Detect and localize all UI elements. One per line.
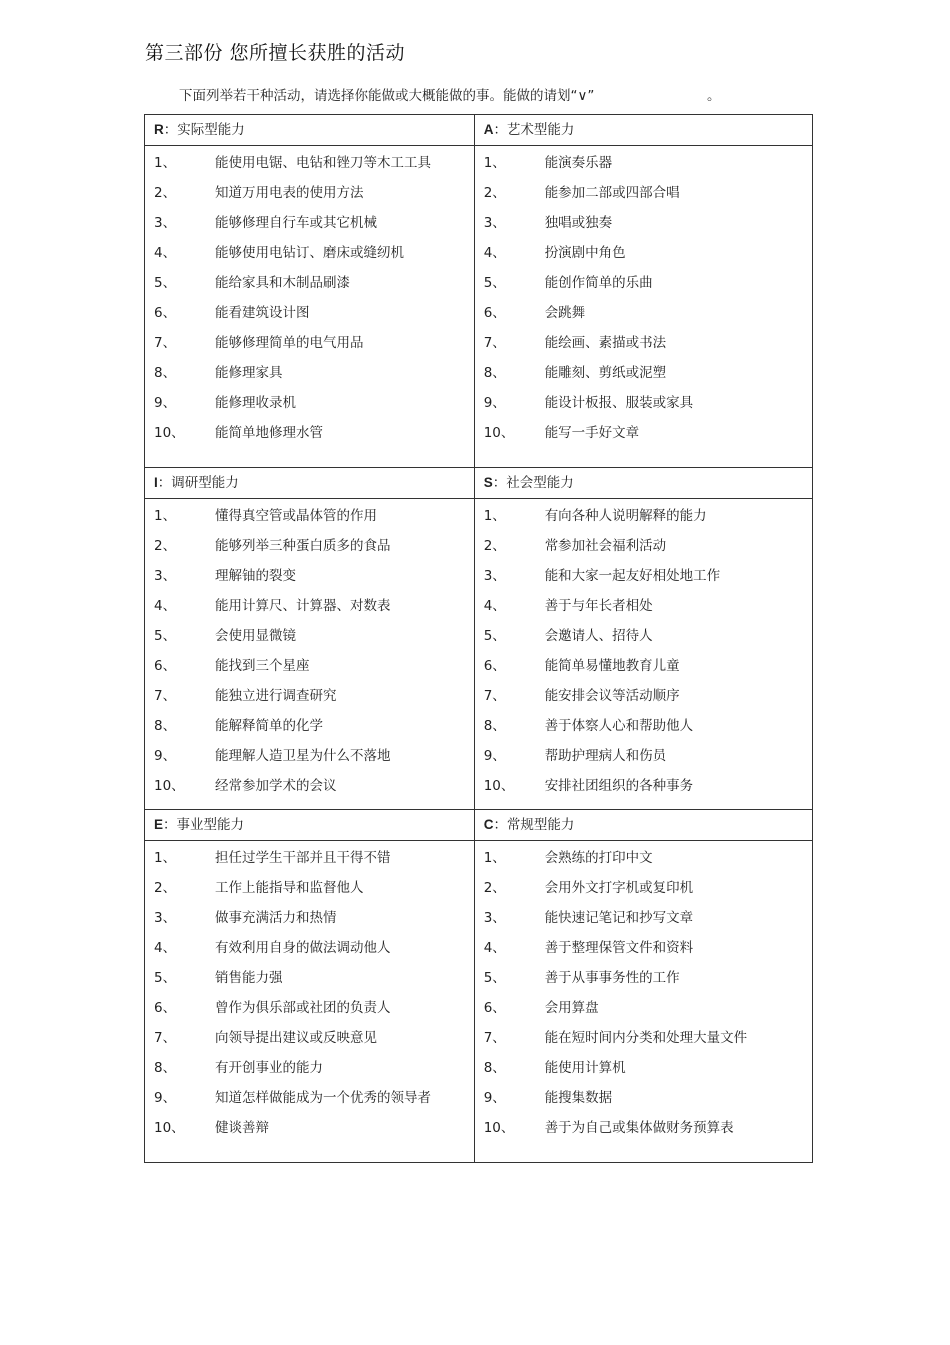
item-number: 5、 xyxy=(483,275,506,291)
section-list-r xyxy=(145,146,475,468)
item-text: 能修理收录机 xyxy=(215,395,296,411)
item-number: 1、 xyxy=(483,508,506,524)
list-item xyxy=(145,182,474,212)
item-number: 3、 xyxy=(154,910,177,926)
list-item xyxy=(475,775,812,805)
item-number: 8、 xyxy=(154,1060,177,1076)
item-text: 安排社团组织的各种事务 xyxy=(544,778,694,794)
list-item xyxy=(145,997,474,1027)
item-text: 有效利用自身的做法调动他人 xyxy=(215,940,391,956)
list-item xyxy=(475,877,812,907)
section-header-e: E：事业型能力 xyxy=(145,810,475,841)
item-number: 9、 xyxy=(154,395,177,411)
list-item xyxy=(475,152,812,182)
list-item xyxy=(475,1057,812,1087)
list-item xyxy=(475,422,812,452)
list-item xyxy=(475,362,812,392)
item-number: 3、 xyxy=(483,215,506,231)
item-text: 善于整理保管文件和资料 xyxy=(544,940,694,956)
list-item xyxy=(145,1087,474,1117)
item-text: 能独立进行调查研究 xyxy=(215,688,337,704)
item-text: 知道万用电表的使用方法 xyxy=(215,185,364,201)
list-item xyxy=(475,967,812,997)
item-text: 能够列举三种蛋白质多的食品 xyxy=(215,538,391,554)
section-list-a xyxy=(474,146,812,468)
list-item xyxy=(145,1117,474,1147)
item-number: 3、 xyxy=(483,910,506,926)
list-item xyxy=(475,272,812,302)
list-item xyxy=(145,847,474,877)
list-item xyxy=(475,565,812,595)
list-item xyxy=(475,907,812,937)
item-text: 能简单易懂地教育儿童 xyxy=(544,658,680,674)
item-text: 能设计板报、服装或家具 xyxy=(544,395,694,411)
item-number: 6、 xyxy=(154,1000,177,1016)
item-number: 7、 xyxy=(154,1030,177,1046)
item-text: 能看建筑设计图 xyxy=(215,305,310,321)
item-text: 能写一手好文章 xyxy=(544,425,640,441)
item-number: 8、 xyxy=(154,718,177,734)
item-number: 7、 xyxy=(154,688,177,704)
item-text: 能找到三个星座 xyxy=(215,658,310,674)
item-text: 能快速记笔记和抄写文章 xyxy=(544,910,694,926)
item-text: 会跳舞 xyxy=(544,305,586,321)
item-number: 8、 xyxy=(483,718,506,734)
instruction-end: 。 xyxy=(707,88,721,104)
list-item xyxy=(145,907,474,937)
list-item xyxy=(145,505,474,535)
item-text: 扮演剧中角色 xyxy=(544,245,626,261)
abilities-table xyxy=(144,114,813,1163)
item-number: 3、 xyxy=(483,568,506,584)
item-text: 向领导提出建议或反映意见 xyxy=(215,1030,377,1046)
item-text: 能够修理自行车或其它机械 xyxy=(215,215,377,231)
item-number: 9、 xyxy=(154,748,177,764)
item-number: 10、 xyxy=(483,778,515,794)
list-item xyxy=(475,332,812,362)
list-item xyxy=(145,302,474,332)
item-text: 能使用计算机 xyxy=(544,1060,626,1076)
item-number: 8、 xyxy=(154,365,177,381)
item-number: 10、 xyxy=(154,778,185,794)
item-number: 7、 xyxy=(483,688,506,704)
item-number: 2、 xyxy=(483,185,506,201)
item-number: 5、 xyxy=(483,970,506,986)
list-item xyxy=(475,302,812,332)
item-number: 5、 xyxy=(483,628,506,644)
item-number: 1、 xyxy=(154,508,177,524)
list-item xyxy=(145,422,474,452)
item-number: 6、 xyxy=(483,658,506,674)
item-number: 6、 xyxy=(154,305,177,321)
list-item xyxy=(475,997,812,1027)
section-header-c: C：常规型能力 xyxy=(474,810,812,841)
list-item xyxy=(145,745,474,775)
item-number: 5、 xyxy=(154,970,177,986)
list-item xyxy=(145,565,474,595)
list-item xyxy=(145,272,474,302)
item-text: 能创作简单的乐曲 xyxy=(544,275,653,291)
item-text: 善于体察人心和帮助他人 xyxy=(544,718,694,734)
item-text: 会使用显微镜 xyxy=(215,628,296,644)
section-header-s: S：社会型能力 xyxy=(474,468,812,499)
section-header-i: I：调研型能力 xyxy=(145,468,475,499)
item-text: 曾作为俱乐部或社团的负责人 xyxy=(215,1000,391,1016)
item-number: 4、 xyxy=(483,598,506,614)
list-item xyxy=(145,212,474,242)
item-text: 能演奏乐器 xyxy=(544,155,613,171)
item-text: 能雕刻、剪纸或泥塑 xyxy=(544,365,667,381)
item-text: 工作上能指导和监督他人 xyxy=(215,880,364,896)
item-number: 9、 xyxy=(483,1090,506,1106)
item-number: 3、 xyxy=(154,215,177,231)
item-number: 6、 xyxy=(483,305,506,321)
item-number: 5、 xyxy=(154,275,177,291)
item-number: 6、 xyxy=(483,1000,506,1016)
item-number: 4、 xyxy=(483,940,506,956)
list-item xyxy=(145,775,474,805)
item-number: 7、 xyxy=(154,335,177,351)
item-number: 7、 xyxy=(483,335,506,351)
item-text: 能使用电锯、电钻和锉刀等木工工具 xyxy=(215,155,431,171)
item-number: 10、 xyxy=(154,425,185,441)
item-number: 8、 xyxy=(483,365,506,381)
list-item xyxy=(145,715,474,745)
item-text: 善于从事事务性的工作 xyxy=(544,970,680,986)
item-text: 善于与年长者相处 xyxy=(544,598,653,614)
item-text: 能在短时间内分类和处理大量文件 xyxy=(544,1030,748,1046)
page-title: 第三部份 您所擅长获胜的活动 xyxy=(145,42,406,64)
list-item xyxy=(475,745,812,775)
list-item xyxy=(145,877,474,907)
item-text: 会用外文打字机或复印机 xyxy=(544,880,694,896)
item-text: 帮助护理病人和伤员 xyxy=(544,748,667,764)
list-item xyxy=(145,685,474,715)
item-number: 9、 xyxy=(483,748,506,764)
instruction-text xyxy=(179,84,799,104)
list-item xyxy=(145,595,474,625)
item-text: 知道怎样做能成为一个优秀的领导者 xyxy=(215,1090,431,1106)
item-number: 2、 xyxy=(154,185,177,201)
item-number: 2、 xyxy=(483,880,506,896)
list-item xyxy=(475,937,812,967)
item-text: 能理解人造卫星为什么不落地 xyxy=(215,748,391,764)
section-header-r: R：实际型能力 xyxy=(145,115,475,146)
item-number: 4、 xyxy=(154,245,177,261)
item-text: 能修理家具 xyxy=(215,365,283,381)
section-list-e xyxy=(145,841,475,1163)
item-number: 10、 xyxy=(154,1120,185,1136)
item-text: 能参加二部或四部合唱 xyxy=(544,185,680,201)
item-number: 7、 xyxy=(483,1030,506,1046)
item-number: 4、 xyxy=(154,940,177,956)
list-item xyxy=(475,182,812,212)
list-item xyxy=(475,595,812,625)
list-item xyxy=(145,392,474,422)
item-number: 10、 xyxy=(483,1120,515,1136)
item-number: 1、 xyxy=(154,155,177,171)
item-number: 4、 xyxy=(483,245,506,261)
list-item xyxy=(145,242,474,272)
list-item xyxy=(475,655,812,685)
list-item xyxy=(475,685,812,715)
section-list-c xyxy=(474,841,812,1163)
item-text: 能够修理简单的电气用品 xyxy=(215,335,364,351)
section-list-i xyxy=(145,499,475,810)
list-item xyxy=(475,505,812,535)
item-text: 能给家具和木制品刷漆 xyxy=(215,275,350,291)
item-number: 4、 xyxy=(154,598,177,614)
item-text: 能安排会议等活动顺序 xyxy=(544,688,680,704)
item-text: 会熟练的打印中文 xyxy=(544,850,653,866)
item-text: 能简单地修理水管 xyxy=(215,425,323,441)
item-number: 2、 xyxy=(483,538,506,554)
item-number: 2、 xyxy=(154,538,177,554)
item-text: 销售能力强 xyxy=(215,970,283,986)
item-number: 1、 xyxy=(483,850,506,866)
item-text: 有向各种人说明解释的能力 xyxy=(544,508,707,524)
list-item xyxy=(145,625,474,655)
item-text: 健谈善辩 xyxy=(215,1120,269,1136)
item-number: 10、 xyxy=(483,425,515,441)
list-item xyxy=(145,535,474,565)
list-item xyxy=(145,1027,474,1057)
item-text: 能绘画、素描或书法 xyxy=(544,335,667,351)
item-text: 懂得真空管或晶体管的作用 xyxy=(215,508,377,524)
instruction-main: 下面列举若干种活动，请选择你能做或大概能做的事。能做的请划“∨” xyxy=(179,88,595,104)
item-number: 5、 xyxy=(154,628,177,644)
list-item xyxy=(475,715,812,745)
item-text: 能解释简单的化学 xyxy=(215,718,323,734)
list-item xyxy=(475,392,812,422)
item-text: 能用计算尺、计算器、对数表 xyxy=(215,598,391,614)
list-item xyxy=(475,1087,812,1117)
list-item xyxy=(145,937,474,967)
item-text: 做事充满活力和热情 xyxy=(215,910,337,926)
list-item xyxy=(145,362,474,392)
item-number: 6、 xyxy=(154,658,177,674)
item-text: 常参加社会福利活动 xyxy=(544,538,667,554)
item-text: 经常参加学术的会议 xyxy=(215,778,337,794)
list-item xyxy=(145,655,474,685)
list-item xyxy=(145,967,474,997)
list-item xyxy=(475,242,812,272)
item-text: 会用算盘 xyxy=(544,1000,599,1016)
item-number: 1、 xyxy=(483,155,506,171)
list-item xyxy=(475,847,812,877)
item-text: 会邀请人、招待人 xyxy=(544,628,653,644)
section-list-s xyxy=(474,499,812,810)
item-number: 1、 xyxy=(154,850,177,866)
section-header-a: A：艺术型能力 xyxy=(474,115,812,146)
item-text: 独唱或独奏 xyxy=(544,215,613,231)
item-text: 担任过学生干部并且干得不错 xyxy=(215,850,391,866)
list-item xyxy=(475,1117,812,1147)
item-number: 2、 xyxy=(154,880,177,896)
list-item xyxy=(475,1027,812,1057)
list-item xyxy=(475,625,812,655)
item-text: 能和大家一起友好相处地工作 xyxy=(544,568,721,584)
list-item xyxy=(145,1057,474,1087)
list-item xyxy=(475,212,812,242)
list-item xyxy=(145,332,474,362)
item-text: 有开创事业的能力 xyxy=(215,1060,323,1076)
item-number: 3、 xyxy=(154,568,177,584)
item-number: 9、 xyxy=(154,1090,177,1106)
item-text: 能够使用电钻订、磨床或缝纫机 xyxy=(215,245,404,261)
item-text: 善于为自己或集体做财务预算表 xyxy=(544,1120,734,1136)
item-number: 8、 xyxy=(483,1060,506,1076)
item-text: 理解铀的裂变 xyxy=(215,568,296,584)
item-number: 9、 xyxy=(483,395,506,411)
item-text: 能搜集数据 xyxy=(544,1090,613,1106)
list-item xyxy=(475,535,812,565)
list-item xyxy=(145,152,474,182)
